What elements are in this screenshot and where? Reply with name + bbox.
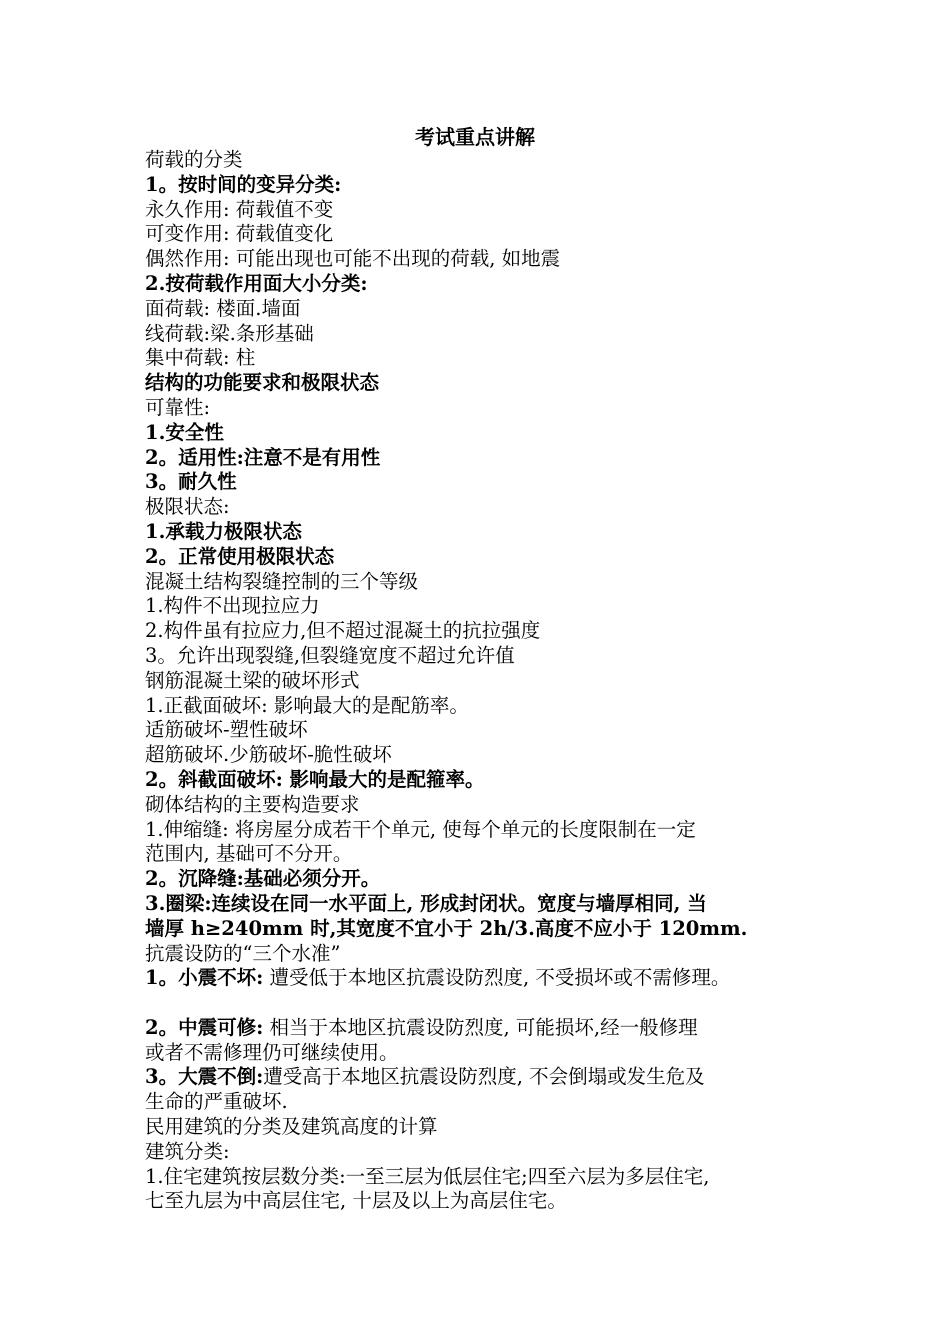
page-title: 考试重点讲解 [415,125,535,149]
text-line: 1.承载力极限状态 [145,519,302,543]
text-line: 超筋破坏.少筋破坏-脆性破坏 [145,743,392,767]
text-line: 墙厚 h≥240mm 时,其宽度不宜小于 2h/3.高度不应小于 120mm. [145,916,748,940]
text-line: 极限状态: [145,495,230,519]
document-body [145,148,835,1214]
text-line: 1.伸缩缝: 将房屋分成若干个单元, 使每个单元的长度限制在一定 [145,817,696,841]
text-line: 适筋破坏-塑性破坏 [145,718,308,742]
text-line: 3。耐久性 [145,470,237,494]
text-line: 或者不需修理仍可继续使用。 [145,1040,399,1064]
text-line: 永久作用: 荷载值不变 [145,197,334,221]
text-line: 面荷载: 楼面.墙面 [145,296,301,320]
text-line: 建筑分类: [145,1139,230,1163]
text-line: 3。允许出现裂缝,但裂缝宽度不超过允许值 [145,643,515,667]
line-label: 1。小震不坏: [145,966,264,990]
text-line: 民用建筑的分类及建筑高度的计算 [145,1115,438,1139]
text-line: 结构的功能要求和极限状态 [145,371,380,395]
text-line: 集中荷载: 柱 [145,346,256,370]
text-line: 2。适用性:注意不是有用性 [145,445,381,469]
text-line: 2.构件虽有拉应力,但不超过混凝土的抗拉强度 [145,619,541,643]
text-line: 2。斜截面破坏: 影响最大的是配箍率。 [145,767,485,791]
text-line: 偶然作用: 可能出现也可能不出现的荷载, 如地震 [145,247,561,271]
text-line: 可靠性: [145,395,211,419]
line-text: 相当于本地区抗震设防烈度, 可能损坏,经一般修理 [263,1015,698,1039]
text-line: 七至九层为中高层住宅, 十层及以上为高层住宅。 [145,1189,567,1213]
text-line [145,1065,835,1090]
text-line: 3.圈梁:连续设在同一水平面上, 形成封闭状。宽度与墙厚相同, 当 [145,891,707,915]
line-text: 遭受高于本地区抗震设防烈度, 不会倒塌或发生危及 [263,1065,705,1089]
text-line: 范围内, 基础可不分开。 [145,842,353,866]
text-line: 砌体结构的主要构造要求 [145,792,360,816]
text-line: 荷载的分类 [145,148,243,171]
line-label: 2。中震可修: [145,1015,264,1039]
text-line: 2.按荷载作用面大小分类: [145,271,368,295]
text-line: 2。沉降缝:基础必须分开。 [145,867,381,891]
text-line: 线荷载:梁.条形基础 [145,321,314,345]
line-text: 遭受低于本地区抗震设防烈度, 不受损坏或不需修理。 [263,966,731,990]
text-line: 1.住宅建筑按层数分类:一至三层为低层住宅;四至六层为多层住宅, [145,1164,710,1188]
text-line [145,1016,835,1041]
text-line: 1.构件不出现拉应力 [145,594,320,618]
text-line: 2。正常使用极限状态 [145,544,335,568]
text-line: 钢筋混凝土梁的破坏形式 [145,668,360,692]
text-line: 混凝土结构裂缝控制的三个等级 [145,569,419,593]
text-line: 生命的严重破坏. [145,1090,288,1114]
text-line: 1.安全性 [145,420,224,444]
line-label: 3。大震不倒: [145,1065,264,1089]
text-line: 可变作用: 荷载值变化 [145,222,334,246]
text-line: 1。按时间的变异分类: [145,172,342,196]
text-line [145,966,835,991]
blank-line [145,991,835,1016]
text-line: 1.正截面破坏: 影响最大的是配筋率。 [145,693,469,717]
text-line: 抗震设防的“三个水准” [145,941,341,965]
